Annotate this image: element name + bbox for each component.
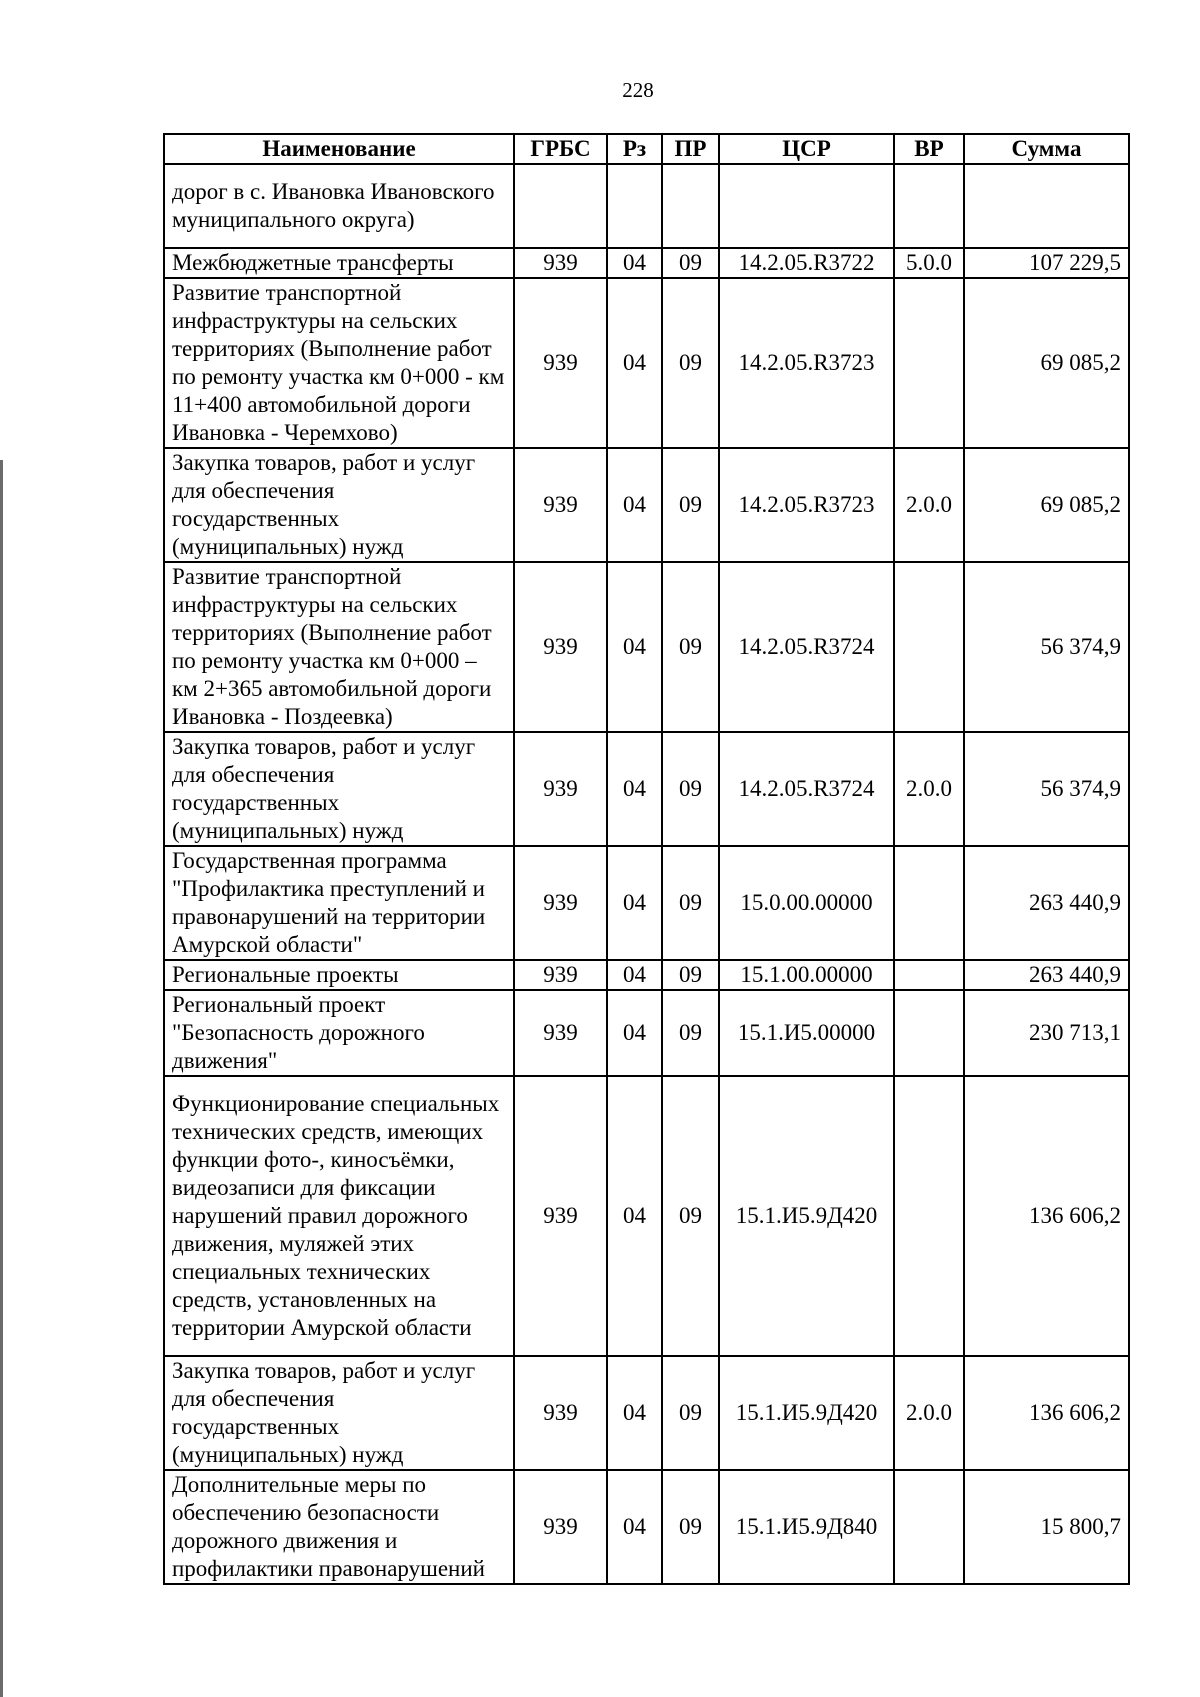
cell-csr: 15.0.00.00000 — [719, 846, 894, 960]
cell-grbs: 939 — [514, 278, 607, 448]
cell-name: Государственная программа "Профилактика преступлений и правонарушений на территории Амурской области" — [164, 846, 514, 960]
cell-grbs: 939 — [514, 732, 607, 846]
cell-vr — [894, 164, 964, 248]
cell-sum: 230 713,1 — [964, 990, 1129, 1076]
cell-rz — [607, 164, 662, 248]
header-rz: Рз — [607, 134, 662, 164]
header-csr: ЦСР — [719, 134, 894, 164]
table-row — [164, 1470, 1129, 1584]
header-name: Наименование — [164, 134, 514, 164]
cell-csr: 15.1.И5.9Д420 — [719, 1356, 894, 1470]
cell-grbs: 939 — [514, 1076, 607, 1356]
cell-sum: 263 440,9 — [964, 960, 1129, 990]
table-row — [164, 278, 1129, 448]
cell-name: Развитие транспортной инфраструктуры на сельских территориях (Выполнение работ по ремонту участка км 0+000 - км 11+400 автомобильной дороги Ивановка - Черемхово) — [164, 278, 514, 448]
cell-pr: 09 — [662, 960, 719, 990]
cell-sum: 69 085,2 — [964, 448, 1129, 562]
cell-vr: 5.0.0 — [894, 248, 964, 278]
table-row — [164, 990, 1129, 1076]
cell-csr: 14.2.05.R3723 — [719, 448, 894, 562]
header-pr: ПР — [662, 134, 719, 164]
cell-rz: 04 — [607, 846, 662, 960]
table-row — [164, 248, 1129, 278]
cell-rz: 04 — [607, 732, 662, 846]
cell-sum: 56 374,9 — [964, 732, 1129, 846]
cell-csr: 15.1.00.00000 — [719, 960, 894, 990]
cell-vr — [894, 1076, 964, 1356]
table-row — [164, 1076, 1129, 1356]
cell-vr — [894, 960, 964, 990]
cell-vr — [894, 846, 964, 960]
cell-vr: 2.0.0 — [894, 732, 964, 846]
cell-vr — [894, 278, 964, 448]
cell-pr — [662, 164, 719, 248]
cell-pr: 09 — [662, 448, 719, 562]
cell-csr: 15.1.И5.00000 — [719, 990, 894, 1076]
cell-csr: 14.2.05.R3723 — [719, 278, 894, 448]
cell-sum — [964, 164, 1129, 248]
cell-rz: 04 — [607, 1076, 662, 1356]
cell-pr: 09 — [662, 1076, 719, 1356]
cell-sum: 15 800,7 — [964, 1470, 1129, 1584]
cell-name: Региональные проекты — [164, 960, 514, 990]
cell-rz: 04 — [607, 562, 662, 732]
cell-pr: 09 — [662, 846, 719, 960]
page-number: 228 — [622, 78, 654, 102]
cell-rz: 04 — [607, 1356, 662, 1470]
cell-grbs: 939 — [514, 562, 607, 732]
cell-name: Развитие транспортной инфраструктуры на сельских территориях (Выполнение работ по ремонту участка км 0+000 – км 2+365 автомобильной дороги Ивановка - Поздеевка) — [164, 562, 514, 732]
table-header-row — [164, 134, 1129, 164]
cell-sum: 136 606,2 — [964, 1356, 1129, 1470]
table-row — [164, 846, 1129, 960]
cell-vr: 2.0.0 — [894, 448, 964, 562]
cell-rz: 04 — [607, 248, 662, 278]
table-row — [164, 960, 1129, 990]
cell-pr: 09 — [662, 1470, 719, 1584]
cell-rz: 04 — [607, 960, 662, 990]
cell-name: Дополнительные меры по обеспечению безопасности дорожного движения и профилактики правонарушений — [164, 1470, 514, 1584]
cell-sum: 107 229,5 — [964, 248, 1129, 278]
cell-pr: 09 — [662, 1356, 719, 1470]
cell-grbs — [514, 164, 607, 248]
cell-grbs: 939 — [514, 990, 607, 1076]
cell-sum: 136 606,2 — [964, 1076, 1129, 1356]
cell-csr: 14.2.05.R3724 — [719, 562, 894, 732]
cell-pr: 09 — [662, 562, 719, 732]
header-sum: Сумма — [964, 134, 1129, 164]
table-row — [164, 164, 1129, 248]
cell-name: Закупка товаров, работ и услуг для обеспечения государственных (муниципальных) нужд — [164, 732, 514, 846]
cell-csr: 14.2.05.R3722 — [719, 248, 894, 278]
cell-pr: 09 — [662, 248, 719, 278]
cell-vr — [894, 562, 964, 732]
table-row — [164, 562, 1129, 732]
cell-grbs: 939 — [514, 1356, 607, 1470]
cell-csr: 14.2.05.R3724 — [719, 732, 894, 846]
cell-grbs: 939 — [514, 248, 607, 278]
scan-edge-line — [0, 460, 3, 1697]
cell-sum: 263 440,9 — [964, 846, 1129, 960]
cell-vr — [894, 1470, 964, 1584]
cell-csr: 15.1.И5.9Д420 — [719, 1076, 894, 1356]
cell-sum: 56 374,9 — [964, 562, 1129, 732]
cell-sum: 69 085,2 — [964, 278, 1129, 448]
cell-name: Закупка товаров, работ и услуг для обеспечения государственных (муниципальных) нужд — [164, 448, 514, 562]
cell-name: Региональный проект "Безопасность дорожного движения" — [164, 990, 514, 1076]
cell-name: дорог в с. Ивановка Ивановского муниципального округа) — [164, 164, 514, 248]
cell-vr: 2.0.0 — [894, 1356, 964, 1470]
budget-table — [163, 133, 1130, 1585]
cell-pr: 09 — [662, 990, 719, 1076]
cell-pr: 09 — [662, 732, 719, 846]
cell-vr — [894, 990, 964, 1076]
cell-pr: 09 — [662, 278, 719, 448]
cell-name: Функционирование специальных технических средств, имеющих функции фото-, киносъёмки, видеозаписи для фиксации нарушений правил дорожного движения, муляжей этих специальных технических средств, установленных на территории Амурской области — [164, 1076, 514, 1356]
cell-name: Межбюджетные трансферты — [164, 248, 514, 278]
cell-grbs: 939 — [514, 1470, 607, 1584]
cell-name: Закупка товаров, работ и услуг для обеспечения государственных (муниципальных) нужд — [164, 1356, 514, 1470]
cell-grbs: 939 — [514, 448, 607, 562]
header-vr: ВР — [894, 134, 964, 164]
table-row — [164, 448, 1129, 562]
header-grbs: ГРБС — [514, 134, 607, 164]
cell-rz: 04 — [607, 448, 662, 562]
cell-csr — [719, 164, 894, 248]
table-row — [164, 1356, 1129, 1470]
cell-rz: 04 — [607, 278, 662, 448]
cell-rz: 04 — [607, 990, 662, 1076]
cell-rz: 04 — [607, 1470, 662, 1584]
cell-grbs: 939 — [514, 846, 607, 960]
cell-grbs: 939 — [514, 960, 607, 990]
cell-csr: 15.1.И5.9Д840 — [719, 1470, 894, 1584]
table-row — [164, 732, 1129, 846]
